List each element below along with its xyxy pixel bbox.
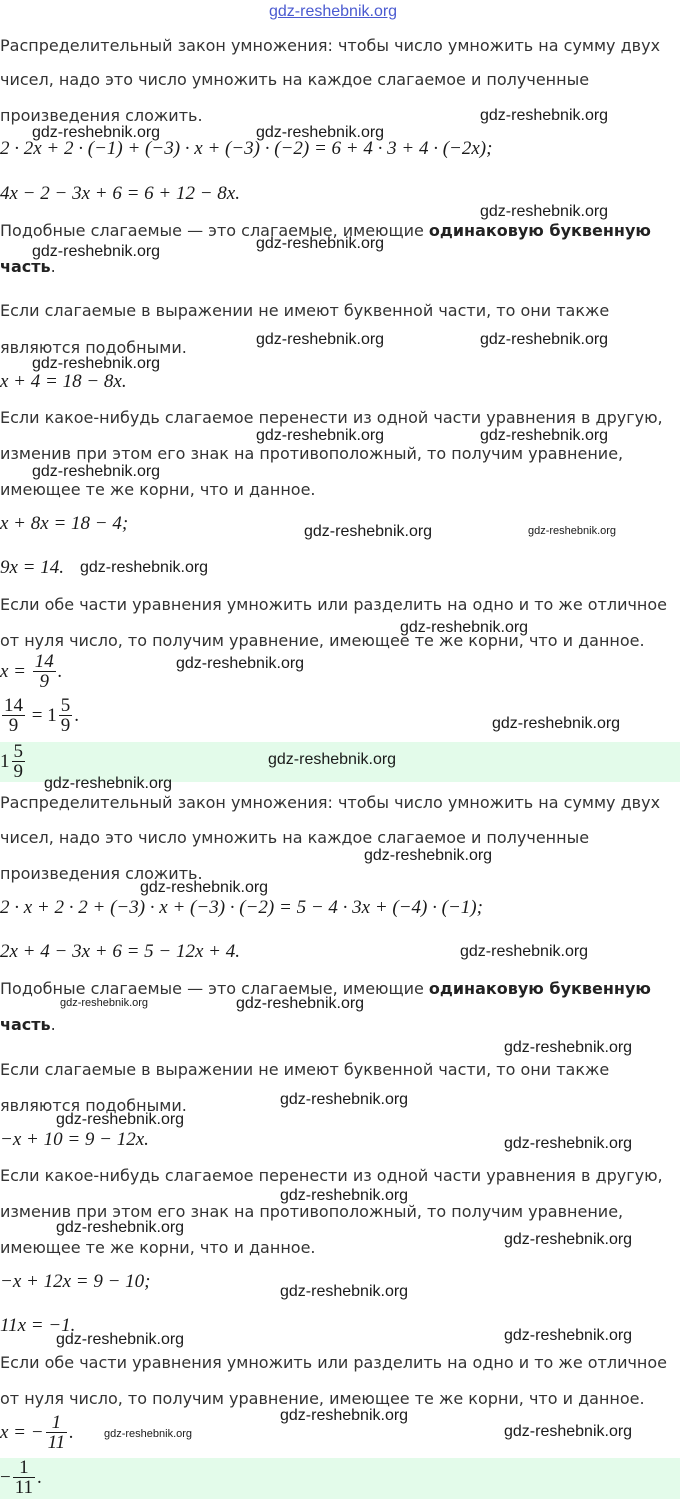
equation-collected: −x + 10 = 9 − 12x. <box>0 1129 149 1150</box>
watermark: gdz-reshebnik.org <box>32 355 161 372</box>
multiply-rule: от нуля число, то получим уравнение, имеющее те же корни, что и данное. <box>0 631 645 650</box>
watermark: gdz-reshebnik.org <box>44 775 173 792</box>
watermark: gdz-reshebnik.org <box>504 1231 633 1248</box>
watermark: gdz-reshebnik.org <box>140 879 269 896</box>
header-watermark-link[interactable]: gdz-reshebnik.org <box>269 3 398 20</box>
move-term-rule: Если какое-нибудь слагаемое перенести из одной части уравнения в другую, <box>0 408 663 427</box>
watermark: gdz-reshebnik.org <box>480 203 609 220</box>
watermark: gdz-reshebnik.org <box>32 463 161 480</box>
rule-text-line: чисел, надо это число умножить на каждое слагаемое и полученные <box>0 70 590 89</box>
watermark: gdz-reshebnik.org <box>528 525 617 537</box>
move-term-rule: имеющее те же корни, что и данное. <box>0 480 316 499</box>
equation-result: 11x = −1. <box>0 1315 76 1336</box>
multiply-rule: Если обе части уравнения умножить или разделить на одно и то же отличное <box>0 1353 668 1372</box>
watermark: gdz-reshebnik.org <box>56 1219 185 1236</box>
answer-box <box>0 1458 680 1499</box>
watermark: gdz-reshebnik.org <box>400 619 529 636</box>
move-term-rule: изменив при этом его знак на противоположный, то получим уравнение, <box>0 444 624 463</box>
watermark: gdz-reshebnik.org <box>280 1283 409 1300</box>
watermark: gdz-reshebnik.org <box>460 943 589 960</box>
watermark: gdz-reshebnik.org <box>304 523 433 540</box>
equation-simplify: 2x + 4 − 3x + 6 = 5 − 12x + 4. <box>0 941 240 962</box>
watermark: gdz-reshebnik.org <box>104 1428 193 1440</box>
move-term-rule: изменив при этом его знак на противоположный, то получим уравнение, <box>0 1202 624 1221</box>
equation-simplify: 4x − 2 − 3x + 6 = 6 + 12 − 8x. <box>0 183 240 204</box>
solution-x: x = − $\frac{1}{11}$ . <box>0 1412 74 1453</box>
rule-text-line: Распределительный закон умножения: чтобы число умножить на сумму двух <box>0 36 661 55</box>
watermark: gdz-reshebnik.org <box>256 124 385 141</box>
watermark: gdz-reshebnik.org <box>280 1187 409 1204</box>
watermark: gdz-reshebnik.org <box>504 1327 633 1344</box>
like-terms-definition-end: часть. <box>0 1015 56 1034</box>
equation-result: 9x = 14. <box>0 557 65 578</box>
watermark: gdz-reshebnik.org <box>280 1407 409 1424</box>
no-letter-rule: Если слагаемые в выражении не имеют буквенной части, то они также <box>0 1060 610 1079</box>
watermark: gdz-reshebnik.org <box>56 1111 185 1128</box>
like-terms-definition: Подобные слагаемые — это слагаемые, имеющие одинаковую буквенную <box>0 221 651 240</box>
watermark: gdz-reshebnik.org <box>504 1135 633 1152</box>
equation-moved: −x + 12x = 9 − 10; <box>0 1271 151 1292</box>
rule-text-line: Распределительный закон умножения: чтобы число умножить на сумму двух <box>0 793 661 812</box>
rule-text-line: чисел, надо это число умножить на каждое слагаемое и полученные <box>0 828 590 847</box>
equation-moved: x + 8x = 18 − 4; <box>0 513 129 534</box>
watermark: gdz-reshebnik.org <box>280 1091 409 1108</box>
move-term-rule: имеющее те же корни, что и данное. <box>0 1238 316 1257</box>
answer-value: 1 $\frac{5}{9}$ <box>0 741 23 782</box>
watermark: gdz-reshebnik.org <box>504 1423 633 1440</box>
like-terms-definition-end: часть. <box>0 257 56 276</box>
no-letter-rule: являются подобными. <box>0 338 187 357</box>
watermark: gdz-reshebnik.org <box>256 427 385 444</box>
watermark: gdz-reshebnik.org <box>480 107 609 124</box>
equation-expand: 2 · x + 2 · 2 + (−3) · x + (−3) · (−2) = 5 − 4 · 3x + (−4) · (−1); <box>0 897 483 918</box>
fraction-conversion: $\frac{14}{9}$ = 1 $\frac{5}{9}$ . <box>4 695 79 736</box>
watermark: gdz-reshebnik.org <box>56 1331 185 1348</box>
multiply-rule: Если обе части уравнения умножить или разделить на одно и то же отличное <box>0 595 668 614</box>
rule-text-line: произведения сложить. <box>0 106 203 125</box>
equation-expand: 2 · 2x + 2 · (−1) + (−3) · x + (−3) · (−2) = 6 + 4 · 3 + 4 · (−2x); <box>0 138 493 159</box>
watermark: gdz-reshebnik.org <box>236 995 365 1012</box>
watermark: gdz-reshebnik.org <box>32 124 161 141</box>
watermark: gdz-reshebnik.org <box>256 331 385 348</box>
watermark: gdz-reshebnik.org <box>80 559 209 576</box>
watermark: gdz-reshebnik.org <box>480 331 609 348</box>
watermark: gdz-reshebnik.org <box>60 997 149 1009</box>
move-term-rule: Если какое-нибудь слагаемое перенести из одной части уравнения в другую, <box>0 1166 663 1185</box>
watermark: gdz-reshebnik.org <box>176 655 305 672</box>
like-terms-definition: Подобные слагаемые — это слагаемые, имеющие одинаковую буквенную <box>0 979 651 998</box>
rule-text-line: произведения сложить. <box>0 864 203 883</box>
no-letter-rule: Если слагаемые в выражении не имеют буквенной части, то они также <box>0 301 610 320</box>
watermark: gdz-reshebnik.org <box>268 751 397 768</box>
solution-x: x = $\frac{14}{9}$ . <box>0 651 63 692</box>
equation-collected: x + 4 = 18 − 8x. <box>0 371 127 392</box>
watermark: gdz-reshebnik.org <box>364 847 493 864</box>
watermark: gdz-reshebnik.org <box>480 427 609 444</box>
no-letter-rule: являются подобными. <box>0 1096 187 1115</box>
multiply-rule: от нуля число, то получим уравнение, имеющее те же корни, что и данное. <box>0 1389 645 1408</box>
answer-value: − $\frac{1}{11}$ . <box>0 1457 42 1498</box>
watermark: gdz-reshebnik.org <box>504 1039 633 1056</box>
watermark: gdz-reshebnik.org <box>256 235 385 252</box>
watermark: gdz-reshebnik.org <box>492 715 621 732</box>
watermark: gdz-reshebnik.org <box>32 243 161 260</box>
